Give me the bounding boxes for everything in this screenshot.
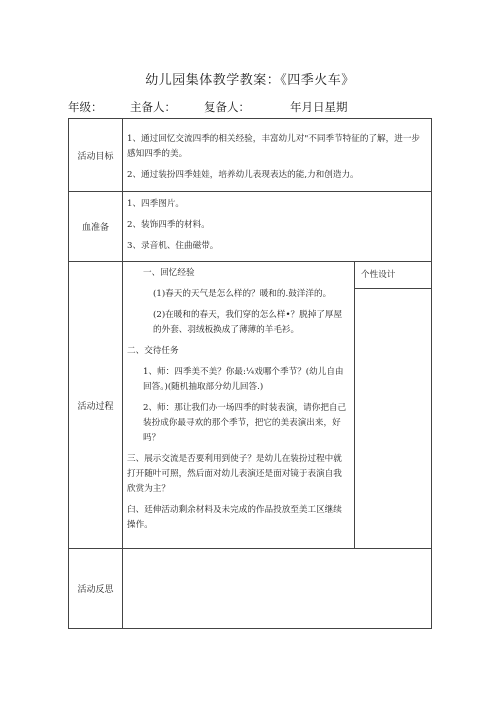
process-line-7: 三、展示交流是否要利用到使子？是幼儿在装扮过程中就打开随叶可照，然后面对幼儿表演还是面对镜于表演自我欣赏为主？ — [127, 454, 342, 494]
process-line-6: 2、师：那让我们办一场四季的时装表演，请你把自己装扮成你最寻欢的那个季节，把它的美表演出来，好吗？ — [143, 403, 347, 443]
goal-label: 活动目标 — [69, 119, 123, 192]
prep-row — [69, 192, 432, 262]
prep-line-1: 1、四季图片。 — [127, 199, 185, 209]
grade-label: 年级： — [68, 100, 103, 114]
process-line-3: (2)在暖和的春天，我们穿的怎么样•？脱掉了厚屋的外套、羽绒板换成了薄薄的羊毛衫。 — [153, 310, 343, 335]
process-row — [69, 262, 432, 549]
date-label: 年月日星期 — [290, 100, 348, 114]
goal-line-2: 2、通过装扮四季娃娃，培养幼儿表现表达的能,力和创造力。 — [127, 170, 359, 180]
personal-design-column — [354, 262, 431, 548]
process-steps — [123, 262, 354, 548]
reflection-label: 活动反思 — [69, 549, 123, 629]
co-preparer-label: 复备人： — [204, 100, 250, 114]
personal-design-label: 个性设计 — [355, 262, 431, 289]
process-line-5: 1、师：四季美不美？你最:¼戏哪个季节？(幼儿自由回答。)(随机抽取部分幼儿回答.) — [143, 367, 344, 392]
prep-line-3: 3、录音机、住曲磁带。 — [127, 241, 219, 251]
reflection-content[interactable] — [123, 549, 432, 629]
prep-content — [123, 192, 432, 262]
goal-row — [69, 119, 432, 192]
lesson-plan-table — [68, 118, 432, 629]
process-label: 活动过程 — [69, 262, 123, 549]
prep-line-2: 2、装饰四季的材料。 — [127, 220, 210, 230]
main-preparer-label: 主备人： — [130, 100, 176, 114]
process-line-1: 一、回忆经验 — [143, 268, 195, 278]
process-line-8: 臼、廷伸活动剩余材料及未完成的作品投放至美工区继续操作。 — [127, 505, 342, 530]
document-title: 幼儿园集体教学教案：《四季火车》 — [145, 73, 355, 88]
process-line-2: (1)春天的天气是怎么样的？暖和的.鼓洋洋的。 — [153, 289, 332, 299]
process-line-4: 二、交待任务 — [127, 346, 179, 356]
prep-label: 血准备 — [69, 192, 123, 262]
process-content — [123, 262, 432, 549]
goal-content — [123, 119, 432, 192]
reflection-row — [69, 549, 432, 629]
goal-line-1: 1、通过回忆交流四季的相关经验，丰富幼儿对"不同季节特征的了解，进一步感知四季的美。 — [127, 134, 421, 159]
